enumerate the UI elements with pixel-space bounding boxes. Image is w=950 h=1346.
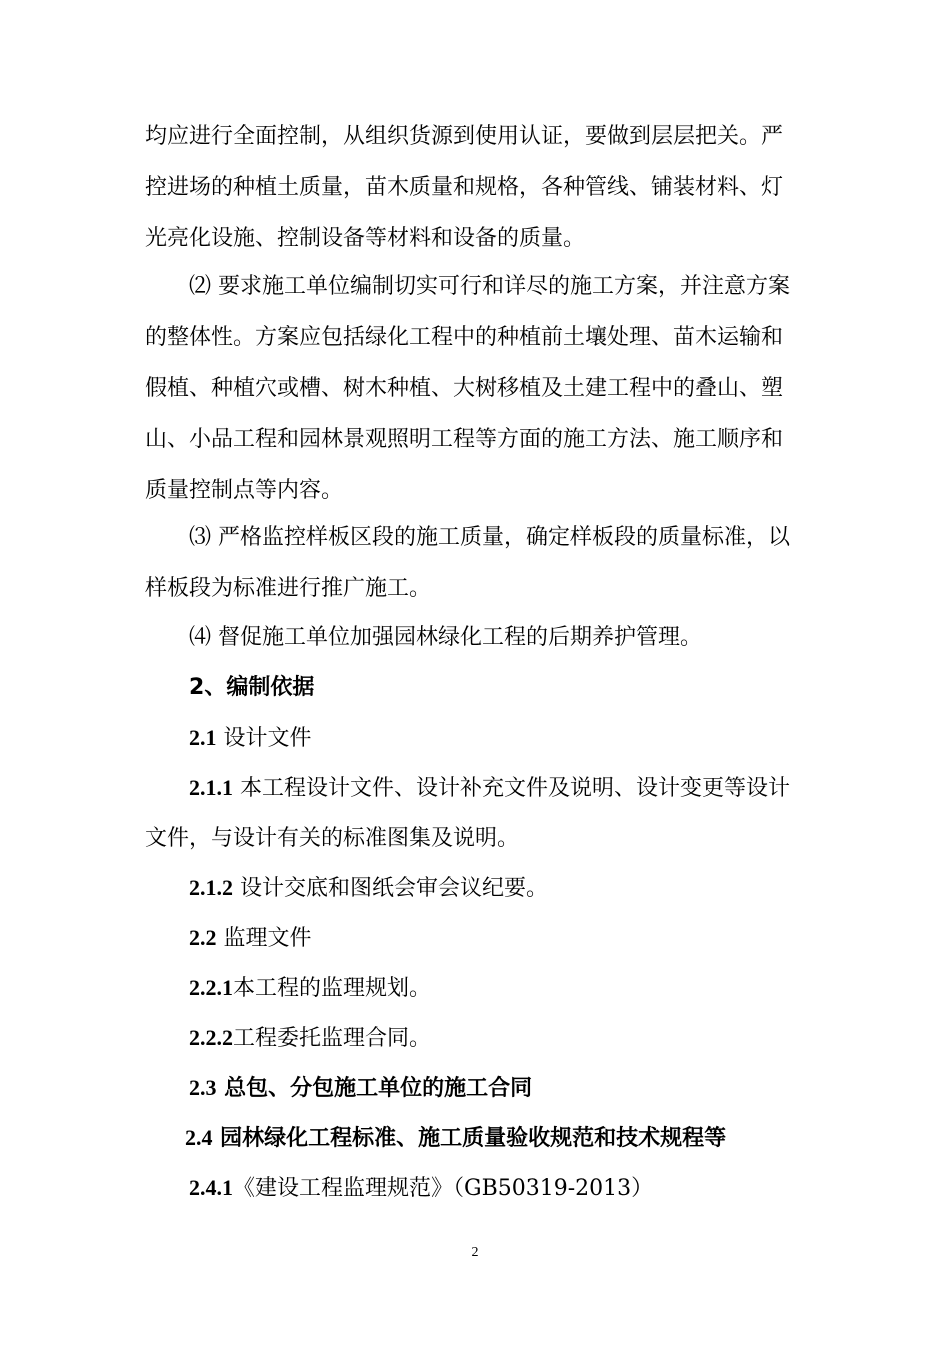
heading-line: [145, 912, 810, 963]
section-heading-2-4: [141, 1112, 813, 1163]
list-marker: ⑶: [189, 525, 212, 550]
list-marker: ⑵: [189, 274, 212, 299]
text-line: [145, 612, 810, 663]
section-2-4-1: [145, 1162, 810, 1213]
section-heading-2-2: [145, 912, 810, 963]
text-segment: 《建设工程监理规范》（GB50319-2013）: [233, 1176, 654, 1201]
section-number: 2.1.2: [189, 875, 233, 900]
text-line: 控进场的种植土质量，苗木质量和规格，各种管线、铺装材料、灯: [145, 175, 784, 200]
text-line: 假植、种植穴或槽、树木种植、大树移植及土建工程中的叠山、塑: [145, 376, 784, 401]
text-line: [145, 261, 810, 312]
text-segment: 要求施工单位编制切实可行和详尽的施工方案，并注意方案: [218, 274, 791, 299]
text-segment: 本工程设计文件、设计补充文件及说明、设计变更等设计: [240, 776, 791, 801]
text-line: [145, 762, 810, 813]
text-line: 质量控制点等内容。: [145, 478, 344, 503]
section-number: 2.1: [189, 725, 217, 750]
section-title: 园林绿化工程标准、施工质量验收规范和技术规程等: [220, 1126, 727, 1151]
section-heading-2: [145, 662, 810, 713]
section-number: 2: [189, 675, 205, 700]
heading-line: [141, 1112, 813, 1163]
text-line: 山、小品工程和园林景观照明工程等方面的施工方法、施工顺序和: [145, 427, 784, 452]
section-title: 监理文件: [223, 926, 312, 951]
text-line: [145, 512, 810, 563]
paragraph-construction-plan: [145, 261, 810, 516]
text-line: 的整体性。方案应包括绿化工程中的种植前土壤处理、苗木运输和: [145, 325, 784, 350]
section-2-1-1: [145, 762, 810, 864]
text-line: [145, 1162, 810, 1213]
text-line: 均应进行全面控制，从组织货源到使用认证，要做到层层把关。严: [145, 124, 784, 149]
section-heading-2-3: [145, 1062, 810, 1113]
text-line: 样板段为标准进行推广施工。: [145, 576, 432, 601]
page-number: 2: [471, 1245, 479, 1260]
section-number: 2.4.1: [189, 1175, 233, 1200]
text-line: 文件，与设计有关的标准图集及说明。: [145, 826, 520, 851]
text-segment: 严格监控样板区段的施工质量，确定样板段的质量标准，以: [218, 525, 791, 550]
section-title: 总包、分包施工单位的施工合同: [224, 1076, 533, 1101]
text-line: [145, 1012, 810, 1063]
section-number: 2.2.2: [189, 1025, 233, 1050]
text-segment: 本工程的监理规划。: [233, 976, 432, 1001]
text-segment: 工程委托监理合同。: [233, 1026, 432, 1051]
section-number: 2.3: [189, 1075, 217, 1100]
section-number: 2.4: [185, 1125, 213, 1150]
text-segment: 督促施工单位加强园林绿化工程的后期养护管理。: [218, 625, 703, 650]
heading-line: [145, 712, 810, 763]
section-2-2-2: [145, 1012, 810, 1063]
section-heading-2-1: [145, 712, 810, 763]
paragraph-sample-section: [145, 512, 810, 614]
section-title: 、编制依据: [204, 675, 315, 700]
section-number: 2.2: [189, 925, 217, 950]
list-marker: ⑷: [189, 625, 212, 650]
text-line: [145, 962, 810, 1013]
paragraph-material-control: [145, 111, 810, 264]
section-number: 2.2.1: [189, 975, 233, 1000]
paragraph-maintenance: [145, 612, 810, 663]
section-2-2-1: [145, 962, 810, 1013]
section-number: 2.1.1: [189, 775, 233, 800]
heading-line: [145, 662, 810, 713]
text-line: 光亮化设施、控制设备等材料和设备的质量。: [145, 226, 586, 251]
text-line: [145, 862, 810, 913]
heading-line: [145, 1062, 810, 1113]
section-title: 设计文件: [223, 726, 312, 751]
section-2-1-2: [145, 862, 810, 913]
text-segment: 设计交底和图纸会审会议纪要。: [240, 876, 549, 901]
